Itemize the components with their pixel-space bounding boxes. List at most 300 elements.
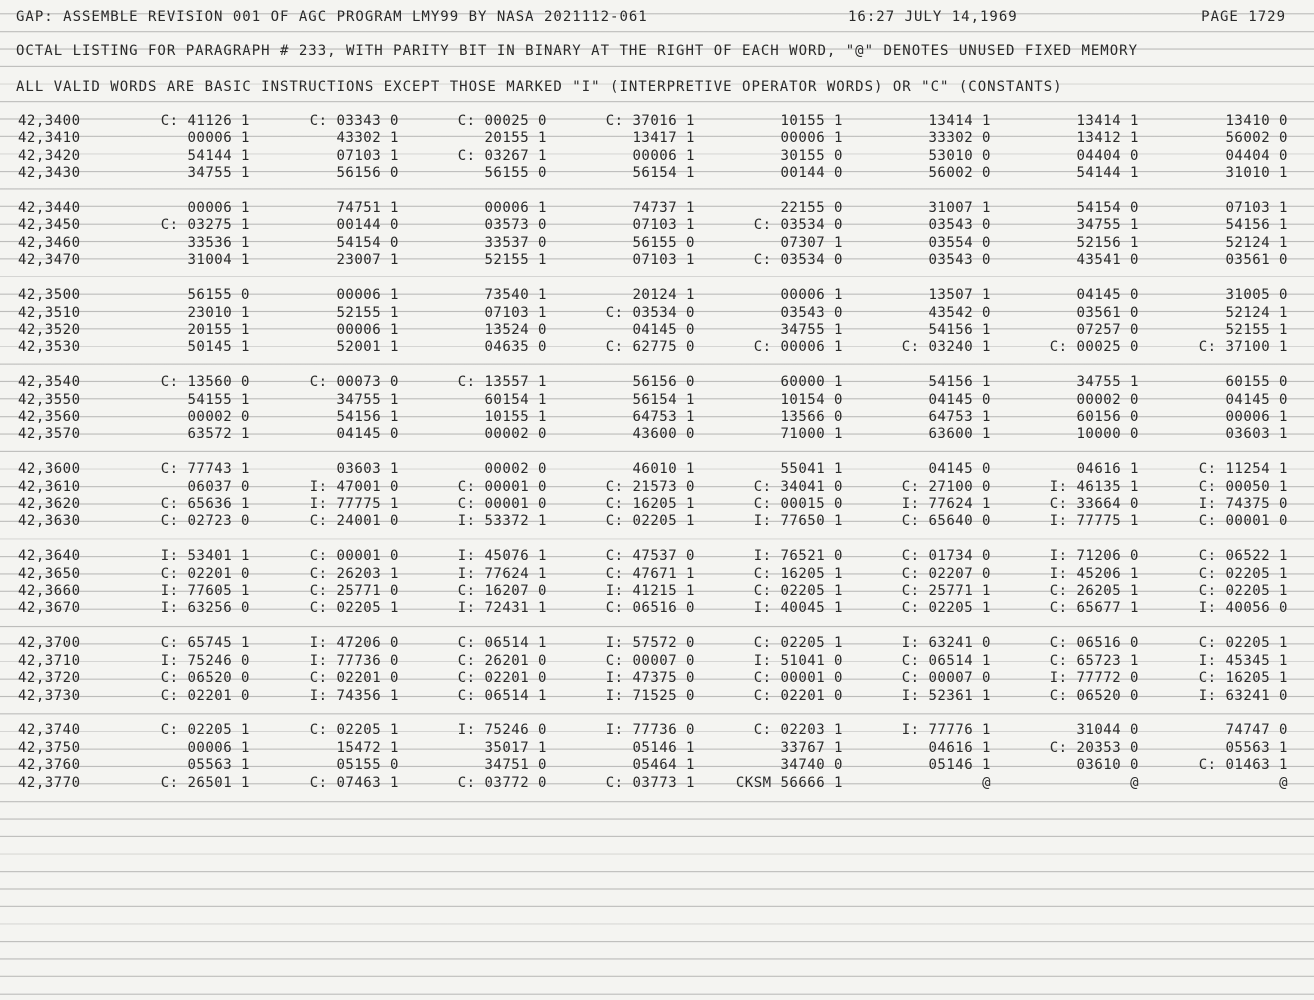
word-cell: CKSM 56666 1	[735, 774, 843, 791]
word-cell: I: 77605 1	[160, 583, 250, 600]
word-cell: C: 16205 1	[1198, 670, 1288, 687]
word-cell: 04145 0	[632, 321, 695, 338]
address-cell: 42,3520	[18, 321, 81, 338]
word-cell: C: 37016 1	[605, 113, 695, 129]
word-cell: I: 71206 0	[1049, 548, 1139, 565]
word-cell: C: 06514 1	[901, 652, 991, 669]
word-cell: C: 26501 1	[160, 774, 250, 791]
word-cell: 07307 1	[780, 234, 843, 251]
address-cell: 42,3410	[18, 130, 81, 147]
word-cell: C: 03534 0	[753, 252, 843, 269]
word-cell: 04145 0	[336, 426, 399, 443]
word-cell: 43302 1	[336, 130, 399, 147]
word-cell: 13412 1	[1076, 130, 1139, 147]
header-line-1	[16, 6, 1298, 28]
word-cell: C: 00015 0	[753, 496, 843, 513]
address-cell: 42,3740	[18, 722, 81, 739]
word-cell: I: 40056 0	[1198, 600, 1288, 617]
table-row	[0, 305, 1314, 322]
word-cell: I: 77650 1	[753, 513, 843, 530]
address-cell: 42,3770	[18, 774, 81, 791]
word-cell: 00006 1	[336, 321, 399, 338]
address-cell: 42,3650	[18, 565, 81, 582]
header-line-3: ALL VALID WORDS ARE BASIC INSTRUCTIONS EXCEPT THOSE MARKED "I" (INTERPRETIVE OPERATOR WORDS) OR "C" (CONSTANTS)	[16, 79, 1063, 95]
word-cell: I: 63241 0	[1198, 687, 1288, 704]
word-cell: 07103 1	[1225, 200, 1288, 217]
table-row	[0, 322, 1314, 339]
word-cell: 04616 1	[928, 739, 991, 756]
table-row	[0, 461, 1314, 478]
word-cell: I: 63241 0	[901, 635, 991, 652]
word-cell: 20124 1	[632, 287, 695, 304]
word-cell: C: 02203 1	[753, 722, 843, 739]
word-cell: C: 02205 1	[901, 600, 991, 617]
address-cell: 42,3500	[18, 287, 81, 304]
word-cell: I: 40045 1	[753, 600, 843, 617]
word-cell: C: 37100 1	[1198, 339, 1288, 356]
word-cell: C: 16205 1	[605, 496, 695, 513]
word-cell: I: 77772 0	[1049, 670, 1139, 687]
word-cell: C: 41126 1	[160, 113, 250, 129]
table-row	[0, 479, 1314, 496]
word-cell: 43600 0	[632, 426, 695, 443]
word-cell: C: 02205 1	[753, 583, 843, 600]
word-cell: 22155 0	[780, 200, 843, 217]
word-cell: I: 75246 0	[457, 722, 547, 739]
word-cell: 30155 0	[780, 147, 843, 164]
word-cell: 20155 1	[187, 321, 250, 338]
word-cell: @	[1279, 774, 1288, 791]
table-row	[0, 426, 1314, 443]
word-cell: C: 47537 0	[605, 548, 695, 565]
word-cell: C: 03773 1	[605, 774, 695, 791]
table-row	[0, 722, 1314, 739]
address-cell: 42,3420	[18, 147, 81, 164]
word-cell: C: 00001 0	[457, 496, 547, 513]
word-cell: 03610 0	[1076, 757, 1139, 774]
row-group	[0, 722, 1314, 792]
word-cell: 60154 1	[484, 391, 547, 408]
word-cell: 52155 1	[484, 252, 547, 269]
word-cell: I: 51041 0	[753, 652, 843, 669]
word-cell: I: 72431 1	[457, 600, 547, 617]
assembly-title: GAP: ASSEMBLE REVISION 001 OF AGC PROGRAM LMY99 BY NASA 2021112-061	[16, 9, 648, 25]
word-cell: 07103 1	[632, 252, 695, 269]
table-row	[0, 339, 1314, 356]
word-cell: I: 76521 0	[753, 548, 843, 565]
word-cell: 00002 0	[1076, 391, 1139, 408]
address-cell: 42,3470	[18, 252, 81, 269]
word-cell: C: 02205 1	[160, 722, 250, 739]
word-cell: I: 41215 1	[605, 583, 695, 600]
word-cell: C: 02205 1	[1198, 565, 1288, 582]
word-cell: C: 25771 1	[901, 583, 991, 600]
table-row	[0, 374, 1314, 391]
word-cell: C: 02201 0	[753, 687, 843, 704]
word-cell: C: 00007 0	[605, 652, 695, 669]
word-cell: 23010 1	[187, 304, 250, 321]
word-cell: 52155 1	[1225, 321, 1288, 338]
word-cell: 05563 1	[1225, 739, 1288, 756]
word-cell: 56155 0	[187, 287, 250, 304]
address-cell: 42,3640	[18, 548, 81, 565]
word-cell: 54156 1	[1225, 217, 1288, 234]
table-row	[0, 130, 1314, 147]
address-cell: 42,3550	[18, 391, 81, 408]
word-cell: 34755 1	[1076, 217, 1139, 234]
word-cell: 00006 1	[1225, 408, 1288, 425]
word-cell: C: 01463 1	[1198, 757, 1288, 774]
table-row	[0, 148, 1314, 165]
word-cell: I: 63256 0	[160, 600, 250, 617]
word-cell: C: 06522 1	[1198, 548, 1288, 565]
word-cell: 00006 1	[187, 200, 250, 217]
table-row	[0, 235, 1314, 252]
word-cell: 31005 0	[1225, 287, 1288, 304]
word-cell: 33767 1	[780, 739, 843, 756]
word-cell: I: 77624 1	[457, 565, 547, 582]
word-cell: 31044 0	[1076, 722, 1139, 739]
word-cell: 00144 0	[780, 165, 843, 182]
word-cell: 34755 1	[187, 165, 250, 182]
word-cell: 50145 1	[187, 339, 250, 356]
word-cell: 54154 0	[1076, 200, 1139, 217]
word-cell: 03561 0	[1076, 304, 1139, 321]
address-cell: 42,3570	[18, 426, 81, 443]
word-cell: C: 03534 0	[753, 217, 843, 234]
word-cell: C: 03534 0	[605, 304, 695, 321]
word-cell: C: 02201 0	[457, 670, 547, 687]
word-cell: C: 47671 1	[605, 565, 695, 582]
word-cell: 13417 1	[632, 130, 695, 147]
word-cell: 60000 1	[780, 374, 843, 391]
word-cell: C: 02723 0	[160, 513, 250, 530]
word-cell: 52124 1	[1225, 304, 1288, 321]
table-row	[0, 740, 1314, 757]
word-cell: I: 53401 1	[160, 548, 250, 565]
word-cell: 03554 0	[928, 234, 991, 251]
word-cell: 05146 1	[928, 757, 991, 774]
address-cell: 42,3540	[18, 374, 81, 391]
word-cell: 52156 1	[1076, 234, 1139, 251]
word-cell: C: 11254 1	[1198, 461, 1288, 478]
table-row	[0, 165, 1314, 182]
word-cell: C: 02205 1	[309, 722, 399, 739]
word-cell: C: 02205 1	[605, 513, 695, 530]
table-row	[0, 653, 1314, 670]
word-cell: I: 77736 0	[309, 652, 399, 669]
word-cell: I: 45076 1	[457, 548, 547, 565]
row-group	[0, 200, 1314, 270]
word-cell: 64753 1	[632, 408, 695, 425]
octal-listing-table	[0, 113, 1314, 810]
row-group	[0, 287, 1314, 357]
word-cell: C: 16207 0	[457, 583, 547, 600]
word-cell: 13566 0	[780, 408, 843, 425]
word-cell: C: 00001 0	[457, 478, 547, 495]
table-row	[0, 113, 1314, 130]
word-cell: I: 45206 1	[1049, 565, 1139, 582]
table-row	[0, 566, 1314, 583]
word-cell: 00006 1	[336, 287, 399, 304]
address-cell: 42,3670	[18, 600, 81, 617]
word-cell: I: 47375 0	[605, 670, 695, 687]
word-cell: 03603 1	[1225, 426, 1288, 443]
word-cell: C: 00007 0	[901, 670, 991, 687]
word-cell: C: 06516 0	[605, 600, 695, 617]
word-cell: C: 33664 0	[1049, 496, 1139, 513]
table-row	[0, 775, 1314, 792]
timestamp: 16:27 JULY 14,1969	[848, 9, 1018, 25]
word-cell: 54155 1	[187, 391, 250, 408]
word-cell: C: 00050 1	[1198, 478, 1288, 495]
word-cell: 52001 1	[336, 339, 399, 356]
word-cell: 64753 1	[928, 408, 991, 425]
word-cell: 13524 0	[484, 321, 547, 338]
word-cell: C: 65723 1	[1049, 652, 1139, 669]
address-cell: 42,3710	[18, 652, 81, 669]
word-cell: 56155 0	[632, 234, 695, 251]
word-cell: 06037 0	[187, 478, 250, 495]
address-cell: 42,3560	[18, 408, 81, 425]
word-cell: C: 21573 0	[605, 478, 695, 495]
word-cell: C: 65677 1	[1049, 600, 1139, 617]
word-cell: 54144 1	[1076, 165, 1139, 182]
word-cell: 13414 1	[928, 113, 991, 129]
address-cell: 42,3750	[18, 739, 81, 756]
address-cell: 42,3510	[18, 304, 81, 321]
word-cell: 04145 0	[928, 391, 991, 408]
word-cell: I: 74375 0	[1198, 496, 1288, 513]
word-cell: 54154 0	[336, 234, 399, 251]
table-row	[0, 200, 1314, 217]
address-cell: 42,3700	[18, 635, 81, 652]
address-cell: 42,3400	[18, 113, 81, 129]
word-cell: C: 77743 1	[160, 461, 250, 478]
word-cell: 04404 0	[1225, 147, 1288, 164]
word-cell: 46010 1	[632, 461, 695, 478]
address-cell: 42,3760	[18, 757, 81, 774]
word-cell: C: 02205 1	[1198, 583, 1288, 600]
table-row	[0, 392, 1314, 409]
table-row	[0, 252, 1314, 269]
word-cell: C: 65745 1	[160, 635, 250, 652]
word-cell: @	[1130, 774, 1139, 791]
table-row	[0, 670, 1314, 687]
word-cell: 56002 0	[1225, 130, 1288, 147]
word-cell: 54156 1	[928, 321, 991, 338]
table-row	[0, 513, 1314, 530]
word-cell: 13507 1	[928, 287, 991, 304]
word-cell: C: 24001 0	[309, 513, 399, 530]
word-cell: 31010 1	[1225, 165, 1288, 182]
word-cell: 33536 1	[187, 234, 250, 251]
word-cell: I: 45345 1	[1198, 652, 1288, 669]
word-cell: 60155 0	[1225, 374, 1288, 391]
word-cell: C: 00073 0	[309, 374, 399, 391]
table-row	[0, 600, 1314, 617]
word-cell: C: 06520 0	[1049, 687, 1139, 704]
word-cell: 34755 1	[336, 391, 399, 408]
word-cell: 00002 0	[187, 408, 250, 425]
word-cell: 33537 0	[484, 234, 547, 251]
word-cell: 43541 0	[1076, 252, 1139, 269]
word-cell: I: 47206 0	[309, 635, 399, 652]
address-cell: 42,3440	[18, 200, 81, 217]
word-cell: C: 27100 0	[901, 478, 991, 495]
word-cell: 60156 0	[1076, 408, 1139, 425]
table-row	[0, 496, 1314, 513]
word-cell: 34740 0	[780, 757, 843, 774]
word-cell: 63572 1	[187, 426, 250, 443]
word-cell: 03561 0	[1225, 252, 1288, 269]
word-cell: 00006 1	[484, 200, 547, 217]
word-cell: 56154 1	[632, 391, 695, 408]
word-cell: C: 00001 0	[753, 670, 843, 687]
table-row	[0, 688, 1314, 705]
table-row	[0, 287, 1314, 304]
word-cell: C: 02207 0	[901, 565, 991, 582]
word-cell: 00006 1	[187, 739, 250, 756]
word-cell: 00006 1	[632, 147, 695, 164]
word-cell: 07257 0	[1076, 321, 1139, 338]
word-cell: C: 02201 0	[160, 565, 250, 582]
word-cell: C: 02201 0	[160, 687, 250, 704]
table-row	[0, 583, 1314, 600]
header-line-2: OCTAL LISTING FOR PARAGRAPH # 233, WITH PARITY BIT IN BINARY AT THE RIGHT OF EACH WORD, "@" DENOTES UNUSED FIXED MEMORY	[16, 43, 1139, 59]
word-cell: C: 06520 0	[160, 670, 250, 687]
word-cell: 73540 1	[484, 287, 547, 304]
address-cell: 42,3620	[18, 496, 81, 513]
address-cell: 42,3450	[18, 217, 81, 234]
word-cell: I: 77736 0	[605, 722, 695, 739]
word-cell: 34755 1	[1076, 374, 1139, 391]
word-cell: C: 03275 1	[160, 217, 250, 234]
word-cell: 13410 0	[1225, 113, 1288, 129]
row-group	[0, 113, 1314, 183]
word-cell: C: 00025 0	[1049, 339, 1139, 356]
word-cell: 04145 0	[928, 461, 991, 478]
word-cell: C: 65640 0	[901, 513, 991, 530]
word-cell: 10155 1	[780, 113, 843, 129]
word-cell: 31007 1	[928, 200, 991, 217]
table-row	[0, 757, 1314, 774]
word-cell: 07103 1	[336, 147, 399, 164]
word-cell: 31004 1	[187, 252, 250, 269]
word-cell: 04145 0	[1225, 391, 1288, 408]
word-cell: 00006 1	[780, 287, 843, 304]
word-cell: C: 03267 1	[457, 147, 547, 164]
word-cell: C: 26203 1	[309, 565, 399, 582]
word-cell: I: 77775 1	[309, 496, 399, 513]
word-cell: 53010 0	[928, 147, 991, 164]
word-cell: 07103 1	[632, 217, 695, 234]
word-cell: C: 16205 1	[753, 565, 843, 582]
word-cell: 05464 1	[632, 757, 695, 774]
table-row	[0, 548, 1314, 565]
word-cell: 34751 0	[484, 757, 547, 774]
word-cell: 52155 1	[336, 304, 399, 321]
word-cell: 00006 1	[780, 130, 843, 147]
word-cell: 03543 0	[780, 304, 843, 321]
word-cell: I: 71525 0	[605, 687, 695, 704]
word-cell: C: 25771 0	[309, 583, 399, 600]
word-cell: C: 01734 0	[901, 548, 991, 565]
address-cell: 42,3630	[18, 513, 81, 530]
word-cell: C: 02201 0	[309, 670, 399, 687]
word-cell: C: 34041 0	[753, 478, 843, 495]
word-cell: 03603 1	[336, 461, 399, 478]
word-cell: C: 20353 0	[1049, 739, 1139, 756]
word-cell: 54156 1	[928, 374, 991, 391]
address-cell: 42,3430	[18, 165, 81, 182]
word-cell: 03573 0	[484, 217, 547, 234]
row-group	[0, 635, 1314, 705]
row-group	[0, 461, 1314, 531]
word-cell: C: 07463 1	[309, 774, 399, 791]
word-cell: C: 00006 1	[753, 339, 843, 356]
word-cell: 05155 0	[336, 757, 399, 774]
address-cell: 42,3460	[18, 234, 81, 251]
word-cell: 56155 0	[484, 165, 547, 182]
word-cell: 00144 0	[336, 217, 399, 234]
word-cell: 74751 1	[336, 200, 399, 217]
word-cell: 00006 1	[187, 130, 250, 147]
word-cell: 56156 0	[632, 374, 695, 391]
word-cell: C: 65636 1	[160, 496, 250, 513]
word-cell: 55041 1	[780, 461, 843, 478]
word-cell: 07103 1	[484, 304, 547, 321]
word-cell: 71000 1	[780, 426, 843, 443]
word-cell: 43542 0	[928, 304, 991, 321]
word-cell: 10154 0	[780, 391, 843, 408]
table-row	[0, 217, 1314, 234]
word-cell: C: 06516 0	[1049, 635, 1139, 652]
word-cell: 33302 0	[928, 130, 991, 147]
word-cell: 05146 1	[632, 739, 695, 756]
word-cell: 74737 1	[632, 200, 695, 217]
word-cell: 10155 1	[484, 408, 547, 425]
address-cell: 42,3660	[18, 583, 81, 600]
word-cell: 20155 1	[484, 130, 547, 147]
word-cell: 74747 0	[1225, 722, 1288, 739]
word-cell: C: 02205 1	[1198, 635, 1288, 652]
address-cell: 42,3730	[18, 687, 81, 704]
word-cell: I: 52361 1	[901, 687, 991, 704]
word-cell: C: 00001 0	[309, 548, 399, 565]
word-cell: 52124 1	[1225, 234, 1288, 251]
word-cell: 04616 1	[1076, 461, 1139, 478]
word-cell: C: 03772 0	[457, 774, 547, 791]
word-cell: 03543 0	[928, 217, 991, 234]
word-cell: 35017 1	[484, 739, 547, 756]
word-cell: 23007 1	[336, 252, 399, 269]
word-cell: I: 77624 1	[901, 496, 991, 513]
word-cell: C: 00025 0	[457, 113, 547, 129]
word-cell: 56156 0	[336, 165, 399, 182]
word-cell: C: 00001 0	[1198, 513, 1288, 530]
address-cell: 42,3610	[18, 478, 81, 495]
word-cell: 05563 1	[187, 757, 250, 774]
address-cell: 42,3530	[18, 339, 81, 356]
table-row	[0, 409, 1314, 426]
address-cell: 42,3600	[18, 461, 81, 478]
word-cell: 56154 1	[632, 165, 695, 182]
word-cell: 04635 0	[484, 339, 547, 356]
word-cell: I: 53372 1	[457, 513, 547, 530]
word-cell: I: 77775 1	[1049, 513, 1139, 530]
word-cell: C: 06514 1	[457, 687, 547, 704]
